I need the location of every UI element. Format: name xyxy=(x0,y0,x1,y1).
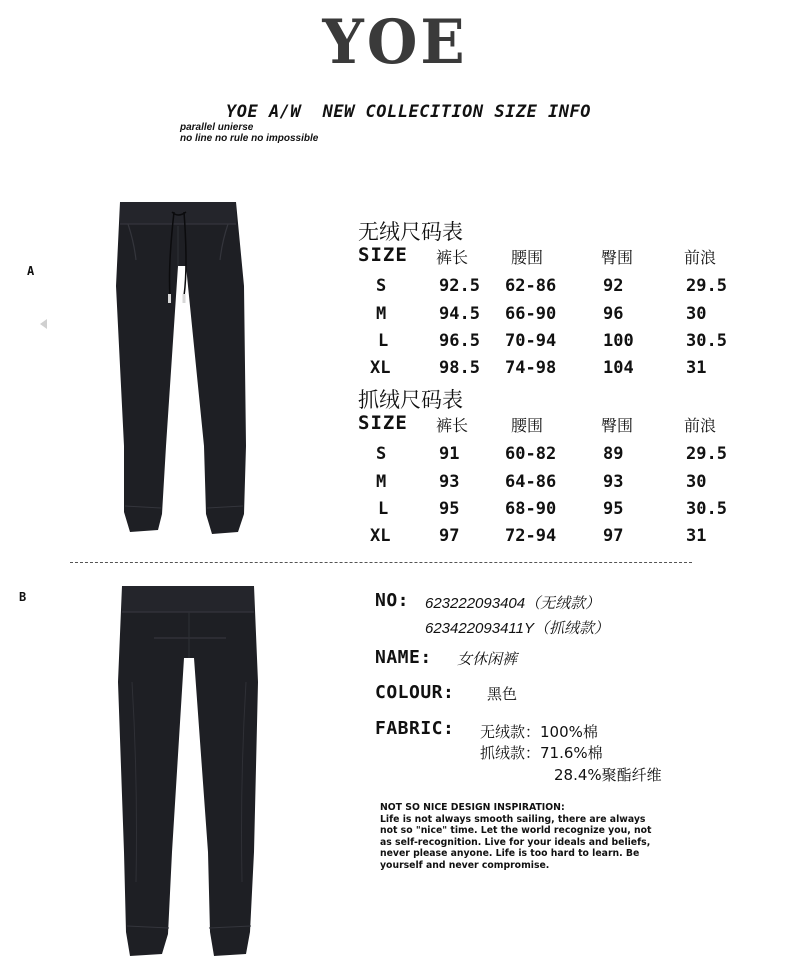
fabric-line-2: 抓绒款：71.6%棉 xyxy=(480,744,603,762)
length-cell: 94.5 xyxy=(439,304,480,324)
rise-cell: 31 xyxy=(686,358,707,378)
fabric-line-1: 无绒款：100%棉 xyxy=(480,723,598,741)
section-a-label: A xyxy=(27,264,35,278)
waist-cell: 60-82 xyxy=(505,444,557,464)
size-cell: XL xyxy=(370,358,391,378)
table-1-header-rise: 前浪 xyxy=(684,248,717,267)
colour-label: COLOUR: xyxy=(375,682,455,703)
tagline-2: no line no rule no impossible xyxy=(180,133,319,144)
length-cell: 96.5 xyxy=(439,331,480,351)
length-cell: 95 xyxy=(439,499,460,519)
colour-value: 黑色 xyxy=(487,685,518,703)
table-2-header-waist: 腰围 xyxy=(511,416,544,435)
table-2-header-size: SIZE xyxy=(358,412,408,434)
table-2-title: 抓绒尺码表 xyxy=(358,388,463,412)
table-1-header-hip: 臀围 xyxy=(601,248,634,267)
table-2-header-length: 裤长 xyxy=(436,416,469,435)
waist-cell: 74-98 xyxy=(505,358,557,378)
hip-cell: 104 xyxy=(603,358,634,378)
size-cell: M xyxy=(376,304,387,324)
section-b-label: B xyxy=(19,590,27,604)
brand-logo: YOE xyxy=(322,6,468,78)
carousel-arrow-icon xyxy=(40,319,47,329)
fabric-label: FABRIC: xyxy=(375,718,455,739)
waist-cell: 62-86 xyxy=(505,276,557,296)
hip-cell: 96 xyxy=(603,304,624,324)
table-1-header-length: 裤长 xyxy=(436,248,469,267)
hip-cell: 100 xyxy=(603,331,634,351)
no-label: NO: xyxy=(375,590,410,611)
rise-cell: 30.5 xyxy=(686,499,727,519)
hip-cell: 95 xyxy=(603,499,624,519)
name-value: 女休闲裤 xyxy=(457,651,518,668)
size-cell: L xyxy=(378,499,389,519)
length-cell: 98.5 xyxy=(439,358,480,378)
hip-cell: 97 xyxy=(603,526,624,546)
length-cell: 92.5 xyxy=(439,276,480,296)
pants-b-image xyxy=(114,582,264,958)
length-cell: 93 xyxy=(439,472,460,492)
size-cell: S xyxy=(376,444,387,464)
pants-a-image xyxy=(108,196,256,541)
waist-cell: 68-90 xyxy=(505,499,557,519)
size-cell: XL xyxy=(370,526,391,546)
inspiration-title: NOT SO NICE DESIGN INSPIRATION: xyxy=(380,802,565,813)
rise-cell: 30 xyxy=(686,304,707,324)
hip-cell: 92 xyxy=(603,276,624,296)
rise-cell: 31 xyxy=(686,526,707,546)
collection-headline: YOE A/W NEW COLLECITION SIZE INFO xyxy=(226,102,591,122)
fabric-line-3: 28.4%聚酯纤维 xyxy=(554,766,662,784)
product-number-2: 623422093411Y（抓绒款） xyxy=(425,620,609,637)
inspiration-line: yourself and never compromise. xyxy=(380,859,550,871)
rise-cell: 29.5 xyxy=(686,444,727,464)
hip-cell: 93 xyxy=(603,472,624,492)
table-2-header-rise: 前浪 xyxy=(684,416,717,435)
table-2-header-hip: 臀围 xyxy=(601,416,634,435)
tagline-1: parallel unierse xyxy=(180,122,254,133)
size-cell: L xyxy=(378,331,389,351)
hip-cell: 89 xyxy=(603,444,624,464)
size-cell: S xyxy=(376,276,387,296)
waist-cell: 64-86 xyxy=(505,472,557,492)
name-label: NAME: xyxy=(375,647,432,668)
waist-cell: 70-94 xyxy=(505,331,557,351)
size-cell: M xyxy=(376,472,387,492)
inspiration-line: Life is not always smooth sailing, there are always xyxy=(380,813,646,825)
section-divider xyxy=(70,562,692,563)
inspiration-line: not so "nice" time. Let the world recognize you, not xyxy=(380,825,652,837)
product-number-1: 623222093404（无绒款） xyxy=(425,595,601,612)
waist-cell: 72-94 xyxy=(505,526,557,546)
rise-cell: 29.5 xyxy=(686,276,727,296)
length-cell: 97 xyxy=(439,526,460,546)
inspiration-block xyxy=(380,802,710,872)
rise-cell: 30.5 xyxy=(686,331,727,351)
inspiration-line: as self-recognition. Live for your ideals and beliefs, xyxy=(380,836,651,848)
length-cell: 91 xyxy=(439,444,460,464)
table-1-header-size: SIZE xyxy=(358,244,408,266)
table-1-header-waist: 腰围 xyxy=(511,248,544,267)
inspiration-line: never please anyone. Life is too hard to learn. Be xyxy=(380,848,640,860)
table-1-title: 无绒尺码表 xyxy=(358,220,463,244)
waist-cell: 66-90 xyxy=(505,304,557,324)
rise-cell: 30 xyxy=(686,472,707,492)
